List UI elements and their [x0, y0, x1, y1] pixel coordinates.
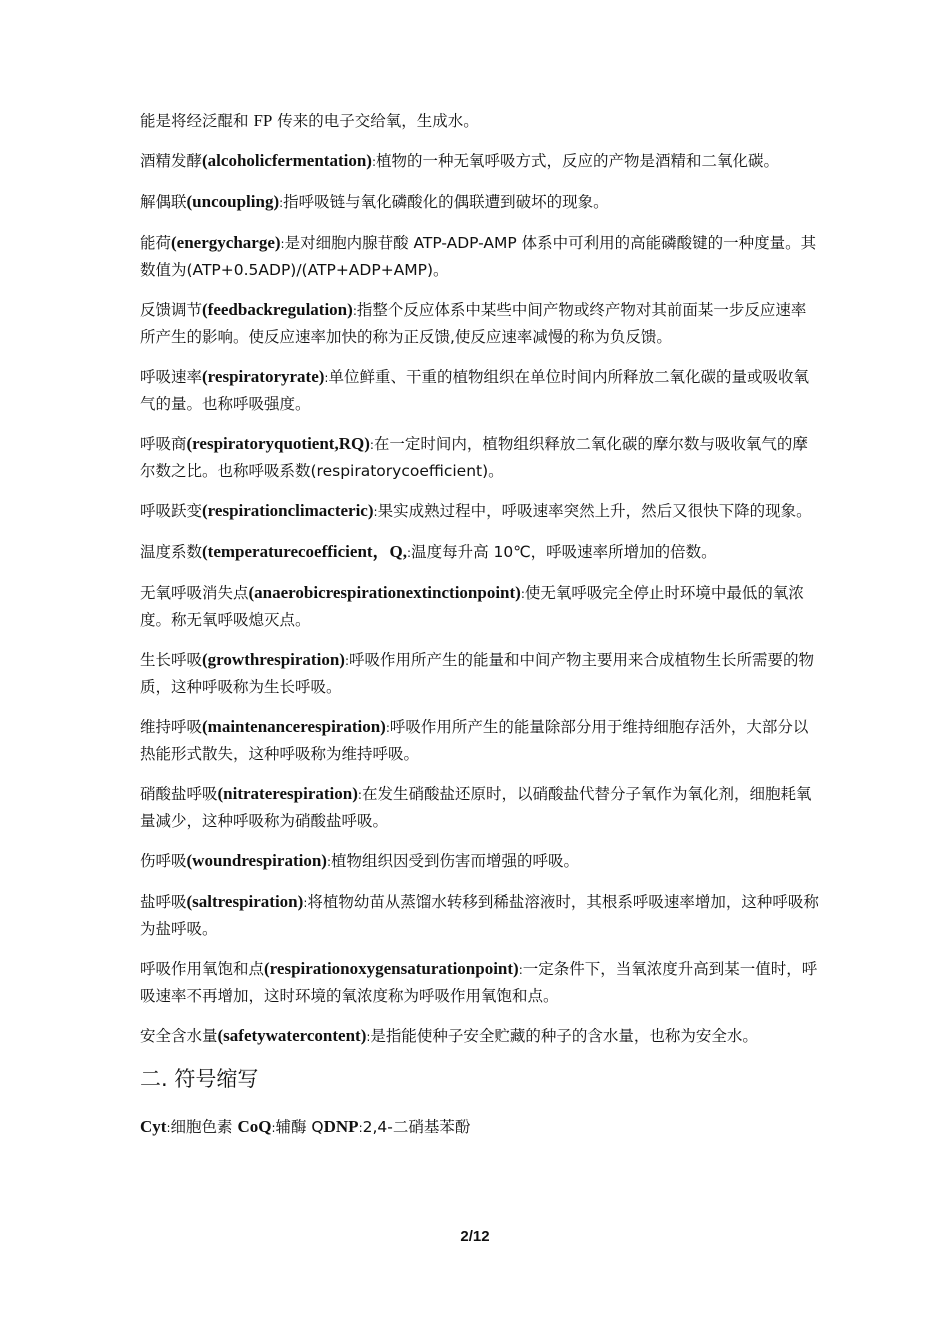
term-definition: 呼吸作用所产生的能量和中间产物主要用来合成植物生长所需要的物质，这种呼吸称为生长呼吸。 — [140, 651, 814, 696]
glossary-entry — [140, 539, 820, 566]
term-chinese: 温度系数 — [140, 543, 203, 561]
glossary-entry — [140, 848, 820, 875]
term-colon: : — [279, 196, 284, 210]
abbreviation-code: CoQ — [237, 1117, 272, 1136]
glossary-entry — [140, 297, 820, 350]
term-english: (saltrespiration) — [186, 892, 304, 911]
glossary-entry — [140, 431, 820, 484]
term-chinese: 呼吸作用氧饱和点 — [140, 960, 265, 978]
term-colon: : — [352, 304, 357, 318]
glossary-entry — [140, 889, 820, 942]
term-chinese: 呼吸跃变 — [140, 502, 203, 520]
term-chinese: 呼吸商 — [140, 435, 187, 453]
term-list — [140, 148, 820, 1050]
term-colon: : — [371, 155, 377, 169]
intro-text-suffix: 传来的电子交给氧，生成水。 — [272, 112, 479, 130]
term-chinese: 维持呼吸 — [140, 718, 203, 736]
term-chinese: 能荷 — [140, 234, 172, 252]
term-english: (respiratoryquotient,RQ) — [186, 434, 370, 453]
term-english: (respiratoryrate) — [202, 367, 325, 386]
abbreviation-colon: : — [166, 1121, 171, 1135]
term-definition: 单位鲜重、干重的植物组织在单位时间内所释放二氧化碳的量或吸收氧气的量。也称呼吸强度。 — [140, 368, 809, 413]
term-colon: : — [326, 855, 331, 869]
term-english: (respirationclimacteric) — [202, 501, 374, 520]
glossary-entry — [140, 230, 820, 283]
glossary-entry — [140, 647, 820, 700]
abbreviation-colon: : — [271, 1121, 276, 1135]
term-definition: 在发生硝酸盐还原时，以硝酸盐代替分子氧作为氧化剂，细胞耗氧量减少，这种呼吸称为硝酸盐呼吸。 — [140, 785, 812, 830]
glossary-entry — [140, 1023, 820, 1050]
glossary-entry — [140, 189, 820, 216]
term-definition: 指呼吸链与氧化磷酸化的偶联遭到破坏的现象。 — [283, 193, 609, 211]
term-colon: : — [520, 587, 525, 601]
term-chinese: 无氧呼吸消失点 — [140, 584, 249, 602]
term-definition: 指整个反应体系中某些中间产物或终产物对其前面某一步反应速率所产生的影响。使反应速率加快的称为正反馈,使反应速率减慢的称为负反馈。 — [140, 301, 807, 346]
glossary-entry — [140, 498, 820, 525]
term-colon: : — [366, 1030, 371, 1044]
term-chinese: 盐呼吸 — [140, 893, 187, 911]
term-definition: 植物的一种无氧呼吸方式，反应的产物是酒精和二氧化碳。 — [376, 152, 780, 170]
term-colon: : — [407, 546, 412, 560]
term-definition: 温度每升高 10℃，呼吸速率所增加的倍数。 — [411, 543, 717, 561]
term-chinese: 硝酸盐呼吸 — [140, 785, 218, 803]
term-colon: : — [373, 505, 378, 519]
abbreviation-meaning: 2,4-二硝基苯酚 — [362, 1118, 471, 1136]
glossary-entry — [140, 580, 820, 633]
term-english: (energycharge) — [171, 233, 281, 252]
term-definition: 将植物幼苗从蒸馏水转移到稀盐溶液时，其根系呼吸速率增加，这种呼吸称为盐呼吸。 — [140, 893, 819, 938]
abbreviation-meaning: 细胞色素 — [170, 1118, 238, 1136]
intro-text-prefix: 能是将经泛醌和 — [140, 112, 254, 130]
term-colon: : — [357, 788, 362, 802]
term-chinese: 呼吸速率 — [140, 368, 203, 386]
term-english: (anaerobicrespirationextinctionpoint) — [248, 583, 521, 602]
term-english: (nitraterespiration) — [217, 784, 358, 803]
term-definition: 是对细胞内腺苷酸 ATP-ADP-AMP 体系中可利用的高能磷酸键的一种度量。其数值为(ATP+0.5ADP)/(ATP+ADP+AMP)。 — [140, 234, 817, 279]
term-chinese: 解偶联 — [140, 193, 187, 211]
term-chinese: 反馈调节 — [140, 301, 203, 319]
term-definition: 在一定时间内，植物组织释放二氧化碳的摩尔数与吸收氧气的摩尔数之比。也称呼吸系数(respiratorycoefficient)。 — [140, 435, 808, 480]
abbreviation-line — [140, 1114, 820, 1141]
term-chinese: 伤呼吸 — [140, 852, 187, 870]
glossary-entry — [140, 148, 820, 175]
glossary-entry — [140, 956, 820, 1009]
glossary-entry — [140, 364, 820, 417]
abbreviation-colon: : — [358, 1121, 363, 1135]
term-chinese: 酒精发酵 — [140, 152, 203, 170]
intro-fp: FP — [253, 111, 273, 130]
term-colon: : — [385, 721, 390, 735]
term-english: (feedbackregulation) — [202, 300, 353, 319]
section-heading: 二. 符号缩写 — [140, 1067, 259, 1091]
term-colon: : — [518, 963, 523, 977]
term-colon: : — [303, 896, 308, 910]
term-english: (alcoholicfermentation) — [202, 151, 372, 170]
term-definition: 使无氧呼吸完全停止时环境中最低的氧浓度。称无氧呼吸熄灭点。 — [140, 584, 804, 629]
term-english: (woundrespiration) — [186, 851, 327, 870]
glossary-entry — [140, 781, 820, 834]
abbreviation-code: DNP — [323, 1117, 359, 1136]
term-definition: 呼吸作用所产生的能量除部分用于维持细胞存活外，大部分以热能形式散失，这种呼吸称为维持呼吸。 — [140, 718, 809, 763]
term-definition: 植物组织因受到伤害而增强的呼吸。 — [331, 852, 580, 870]
glossary-entry — [140, 714, 820, 767]
term-english: (respirationoxygensaturationpoint) — [264, 959, 519, 978]
term-definition: 一定条件下，当氧浓度升高到某一值时，呼吸速率不再增加，这时环境的氧浓度称为呼吸作用氧饱和点。 — [140, 960, 818, 1005]
term-english: (safetywatercontent) — [217, 1026, 367, 1045]
abbreviation-meaning: 辅酶 Q — [275, 1118, 324, 1136]
term-chinese: 安全含水量 — [140, 1027, 218, 1045]
term-colon: : — [280, 237, 285, 251]
page-content — [140, 108, 820, 1141]
page-number: 2/12 — [460, 1228, 490, 1245]
term-colon: : — [324, 371, 329, 385]
term-definition: 果实成熟过程中，呼吸速率突然上升，然后又很快下降的现象。 — [377, 502, 812, 520]
term-colon: : — [369, 438, 374, 452]
term-english: (uncoupling) — [186, 192, 280, 211]
term-english: (temperaturecoefficient，Q, — [202, 542, 408, 561]
term-chinese: 生长呼吸 — [140, 651, 203, 669]
term-definition: 是指能使种子安全贮藏的种子的含水量，也称为安全水。 — [370, 1027, 758, 1045]
term-english: (maintenancerespiration) — [202, 717, 386, 736]
term-english: (growthrespiration) — [202, 650, 345, 669]
intro-paragraph — [140, 108, 820, 134]
term-colon: : — [344, 654, 349, 668]
abbreviation-code: Cyt — [140, 1117, 167, 1136]
